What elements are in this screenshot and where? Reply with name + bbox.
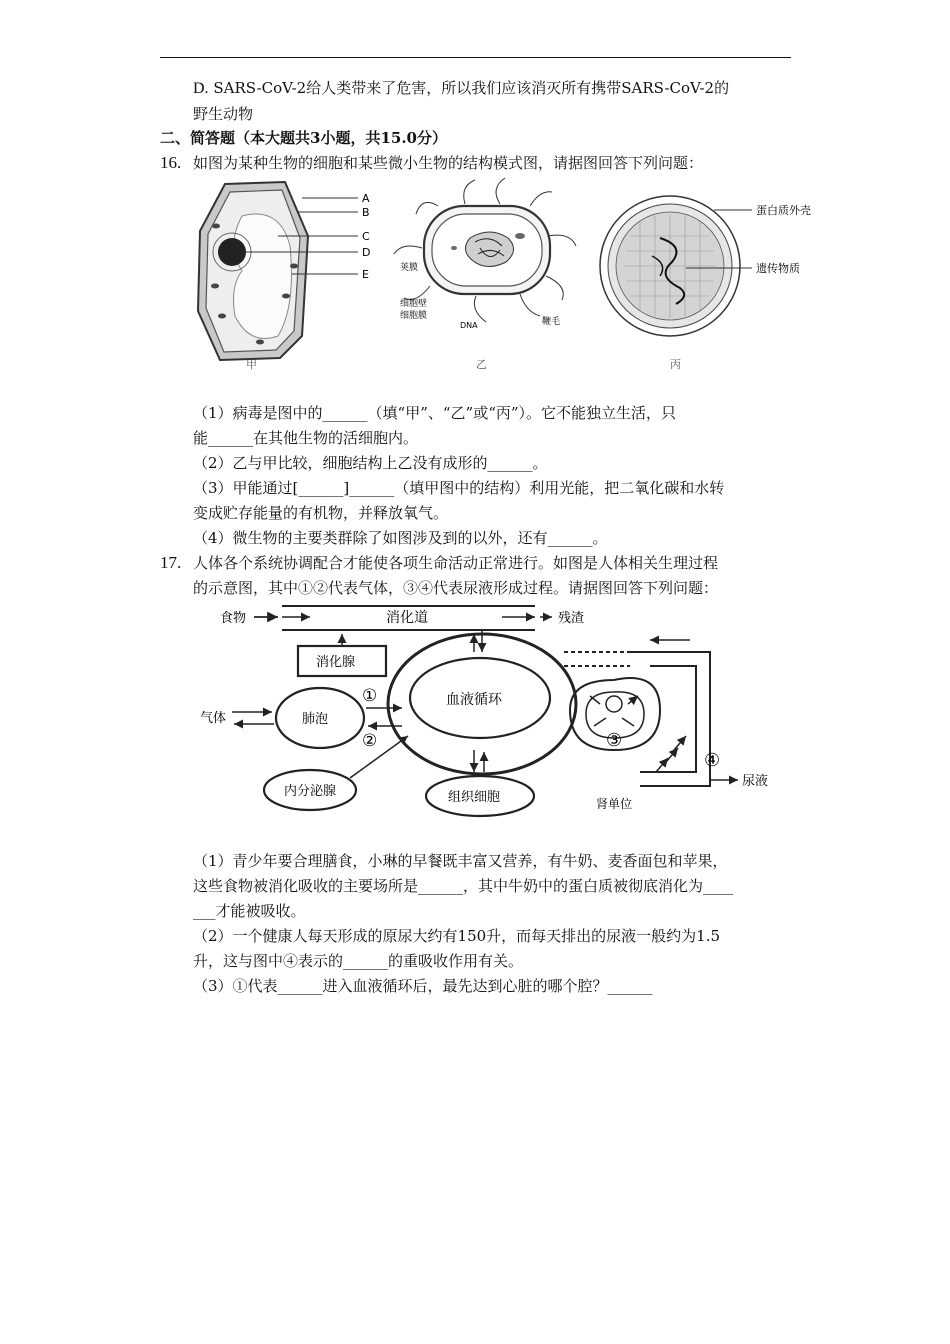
q16-sub3-line1: （3）甲能通过[______]______（填甲图中的结构）利用光能，把二氧化碳和水转: [193, 479, 725, 497]
fig-food: 食物: [220, 611, 247, 626]
fig-blood-circulation: 血液循环: [446, 692, 502, 708]
section2-heading: 二、简答题（本大题共3小题，共15.0分）: [160, 129, 447, 147]
fig-mark-1: ①: [362, 686, 378, 706]
header-rule: [160, 57, 791, 58]
q16-figure: [190, 176, 830, 376]
q16-sub2: （2）乙与甲比较，细胞结构上乙没有成形的______。: [193, 454, 548, 472]
fig-endocrine-gland: 内分泌腺: [284, 784, 337, 799]
bacteria-label-capsule: 荚膜: [400, 263, 419, 273]
fig-alveoli: 肺泡: [302, 712, 329, 727]
cell-label-b: B: [362, 206, 370, 219]
virus-diagram: [600, 196, 811, 371]
fig-mark-4: ④: [704, 750, 721, 771]
plant-cell-diagram: [198, 182, 370, 371]
cell-label-c: C: [362, 230, 370, 243]
q15-option-d-letter: D.: [193, 80, 209, 97]
q17-figure: [190, 600, 790, 822]
caption-yi: 乙: [476, 358, 487, 371]
q16-number: 16.: [160, 153, 182, 172]
q16-sub4: （4）微生物的主要类群除了如图涉及到的以外，还有______。: [193, 529, 608, 547]
bacteria-label-cell-membrane: 细胞膜: [400, 311, 428, 321]
fig-digestive-tract: 消化道: [386, 610, 428, 626]
cell-label-d: D: [362, 246, 371, 259]
cell-label-e: E: [362, 268, 369, 281]
q15-option-d-text: SARS-CoV-2给人类带来了危害，所以我们应该消灭所有携带SARS-CoV-2的: [213, 79, 730, 97]
q17-sub3: （3）①代表______进入血液循环后，最先达到心脏的哪个腔？______: [193, 977, 653, 995]
cell-label-a: A: [362, 192, 370, 205]
q16-stem: 如图为某种生物的细胞和某些微小生物的结构模式图，请据图回答下列问题：: [193, 154, 704, 172]
virus-label-genetic-material: 遗传物质: [756, 262, 800, 275]
q17-sub2-line2: 升，这与图中④表示的______的重吸收作用有关。: [193, 952, 524, 970]
q17-number: 17.: [160, 553, 182, 572]
fig-tissue-cells: 组织细胞: [448, 790, 501, 805]
fig-nephron: 肾单位: [596, 797, 633, 811]
fig-residue: 残渣: [558, 611, 585, 626]
fig-digestive-gland: 消化腺: [316, 655, 356, 670]
q16-sub3-line2: 变成贮存能量的有机物，并释放氧气。: [193, 504, 449, 522]
bacteria-label-dna: DNA: [460, 321, 478, 330]
fig-gas: 气体: [200, 711, 227, 726]
q17-sub1-line2: 这些食物被消化吸收的主要场所是______，其中牛奶中的蛋白质被彻底消化为____: [193, 877, 734, 895]
virus-label-protein-coat: 蛋白质外壳: [756, 204, 811, 217]
bacteria-label-flagellum: 鞭毛: [542, 317, 561, 327]
caption-bing: 丙: [670, 358, 681, 371]
fig-urine: 尿液: [742, 774, 769, 789]
fig-mark-3: ③: [606, 730, 623, 751]
q17-sub1-line3: ___才能被吸收。: [193, 902, 306, 920]
q17-stem-line2: 的示意图，其中①②代表气体，③④代表尿液形成过程。请据图回答下列问题：: [193, 579, 719, 597]
q16-sub1-line2: 能______在其他生物的活细胞内。: [193, 429, 419, 447]
q16-sub1-line1: （1）病毒是图中的______（填“甲”、“乙”或“丙”）。它不能独立生活，只: [193, 404, 677, 422]
q17-sub2-line1: （2）一个健康人每天形成的原尿大约有150升，而每天排出的尿液一般约为1.5: [193, 927, 721, 945]
bacteria-label-cell-wall: 细胞壁: [400, 299, 428, 309]
fig-mark-2: ②: [362, 731, 378, 751]
q17-stem-line1: 人体各个系统协调配合才能使各项生命活动正常进行。如图是人体相关生理过程: [193, 554, 719, 572]
q17-sub1-line1: （1）青少年要合理膳食，小琳的早餐既丰富又营养，有牛奶、麦香面包和苹果，: [193, 852, 728, 870]
bacterium-diagram: [394, 178, 576, 371]
caption-jia: 甲: [246, 358, 257, 371]
q15-option-d-line1: [193, 77, 729, 100]
q15-option-d-line2: 野生动物: [193, 105, 254, 123]
